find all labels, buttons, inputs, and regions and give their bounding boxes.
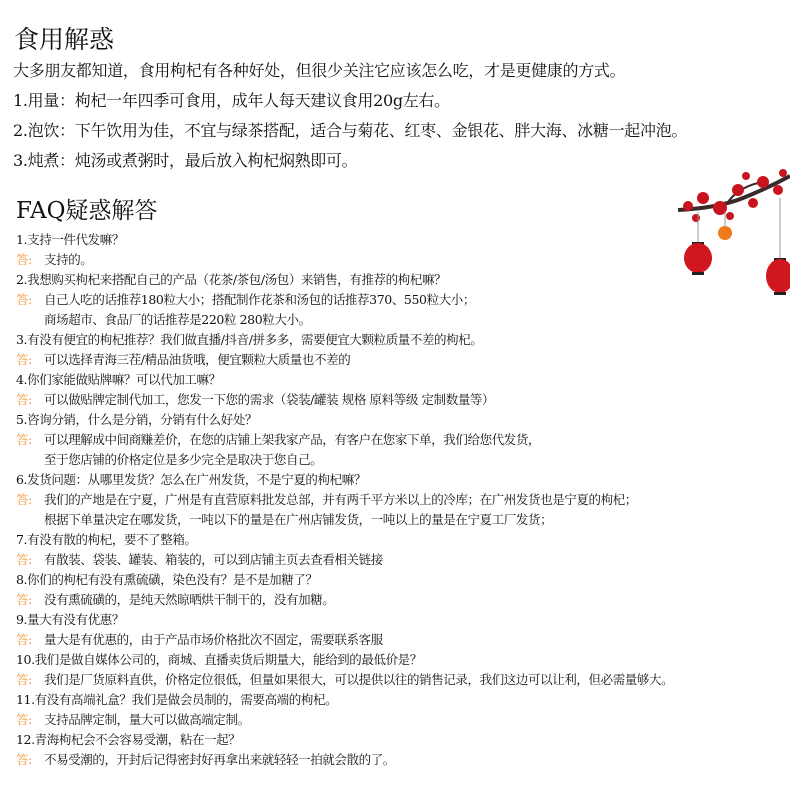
faq-question: 7.有没有散的枸杞，要不了整箱。: [16, 532, 197, 547]
usage-brewing: 2.泡饮：下午饮用为佳，不宜与绿茶搭配，适合与菊花、红枣、金银花、胖大海、冰糖一起冲泡。: [13, 121, 688, 140]
answer-label: 答:: [16, 292, 32, 307]
faq-question: 10.我们是做自媒体公司的，商城、直播卖货后期量大，能给到的最低价是？: [16, 652, 422, 667]
answer-label: 答:: [16, 712, 32, 727]
answer-text: 至于您店铺的价格定位是多少完全是取决于您自己。: [44, 452, 323, 467]
faq-answer: [16, 670, 673, 690]
faq-question: 4.你们家能做贴牌嘛？可以代加工嘛？: [16, 372, 221, 387]
faq-question: 9.量大有没有优惠？: [16, 612, 124, 627]
answer-text: 可以做贴牌定制代加工，您发一下您的需求（袋装/罐装 规格 原料等级 定制数量等）: [44, 392, 495, 407]
usage-intro: 大多朋友都知道，食用枸杞有各种好处，但很少关注它应该怎么吃，才是更健康的方式。: [13, 61, 626, 80]
answer-text: 有散装、袋装、罐装、箱装的，可以到店铺主页去查看相关链接: [44, 552, 383, 567]
faq-answer: [16, 390, 673, 410]
plum-blossom-lanterns-decoration: [668, 168, 790, 308]
answer-text: 可以理解成中间商赚差价，在您的店铺上架我家产品，有客户在您家下单，我们给您代发货，: [44, 432, 541, 447]
answer-text: 我们的产地是在宁夏，广州是有直营原料批发总部，并有两千平方米以上的冷库；在广州发货也是宁夏的枸杞；: [44, 492, 637, 507]
usage-dosage: 1.用量：枸杞一年四季可食用，成年人每天建议食用20g左右。: [13, 91, 450, 110]
faq-answer: [16, 710, 673, 730]
faq-answer: [16, 750, 673, 770]
answer-text: 根据下单量决定在哪发货，一吨以下的量是在广州店铺发货，一吨以上的量是在宁夏工厂发货；: [44, 512, 553, 527]
answer-label: 答:: [16, 252, 32, 267]
usage-title: 食用解惑: [14, 25, 115, 54]
faq-answer: [16, 590, 673, 610]
answer-label: 答:: [16, 432, 32, 447]
answer-text: 支持的。: [44, 252, 93, 267]
faq-question: 2.我想购买枸杞来搭配自己的产品（花茶/茶包/汤包）来销售，有推荐的枸杞嘛？: [16, 272, 447, 287]
faq-answer: [16, 490, 673, 510]
answer-text: 不易受潮的，开封后记得密封好再拿出来就轻轻一拍就会散的了。: [44, 752, 395, 767]
answer-label: 答:: [16, 672, 32, 687]
faq-answer: [16, 550, 673, 570]
answer-text: 商场超市、食品厂的话推荐是220粒 280粒大小。: [44, 312, 311, 327]
faq-question: 6.发货问题：从哪里发货？怎么在广州发货，不是宁夏的枸杞嘛？: [16, 472, 366, 487]
answer-label: 答:: [16, 592, 32, 607]
answer-label: 答:: [16, 752, 32, 767]
faq-question: 8.你们的枸杞有没有熏硫磺，染色没有？是不是加糖了？: [16, 572, 318, 587]
faq-question: 1.支持一件代发嘛？: [16, 232, 124, 247]
faq-answer: [16, 450, 673, 470]
faq-question: 11.有没有高端礼盒？我们是做会员制的，需要高端的枸杞。: [16, 692, 338, 707]
faq-answer: [16, 310, 673, 330]
answer-label: 答:: [16, 492, 32, 507]
answer-label: 答:: [16, 352, 32, 367]
faq-answer: [16, 510, 673, 530]
usage-stewing: 3.炖煮：炖汤或煮粥时，最后放入枸杞焖熟即可。: [13, 151, 358, 170]
faq-answer: [16, 290, 673, 310]
faq-answer: [16, 350, 673, 370]
faq-answer: [16, 250, 673, 270]
answer-label: 答:: [16, 632, 32, 647]
answer-label: 答:: [16, 392, 32, 407]
answer-label: 答:: [16, 552, 32, 567]
faq-answer: [16, 430, 673, 450]
answer-text: 支持品牌定制，量大可以做高端定制。: [44, 712, 250, 727]
faq-question: 12.青海枸杞会不会容易受潮，粘在一起？: [16, 732, 241, 747]
faq-question: 3.有没有便宜的枸杞推荐？我们做直播/抖音/拼多多，需要便宜大颗粒质量不差的枸杞。: [16, 332, 483, 347]
faq-question: 5.咨询分销，什么是分销，分销有什么好处？: [16, 412, 258, 427]
answer-text: 自己人吃的话推荐180粒大小；搭配制作花茶和汤包的话推荐370、550粒大小；: [44, 292, 475, 307]
faq-title: FAQ疑惑解答: [16, 198, 158, 224]
answer-text: 可以选择青海三茬/精品油货哦，便宜颗粒大质量也不差的: [44, 352, 351, 367]
answer-text: 没有熏硫磺的，是纯天然晾晒烘干制干的，没有加糖。: [44, 592, 335, 607]
answer-text: 量大是有优惠的，由于产品市场价格批次不固定，需要联系客服: [44, 632, 383, 647]
faq-list: [16, 230, 673, 770]
answer-text: 我们是厂货原料直供，价格定位很低，但量如果很大，可以提供以往的销售记录，我们这边可以让利，但必需量够大。: [44, 672, 674, 687]
faq-answer: [16, 630, 673, 650]
